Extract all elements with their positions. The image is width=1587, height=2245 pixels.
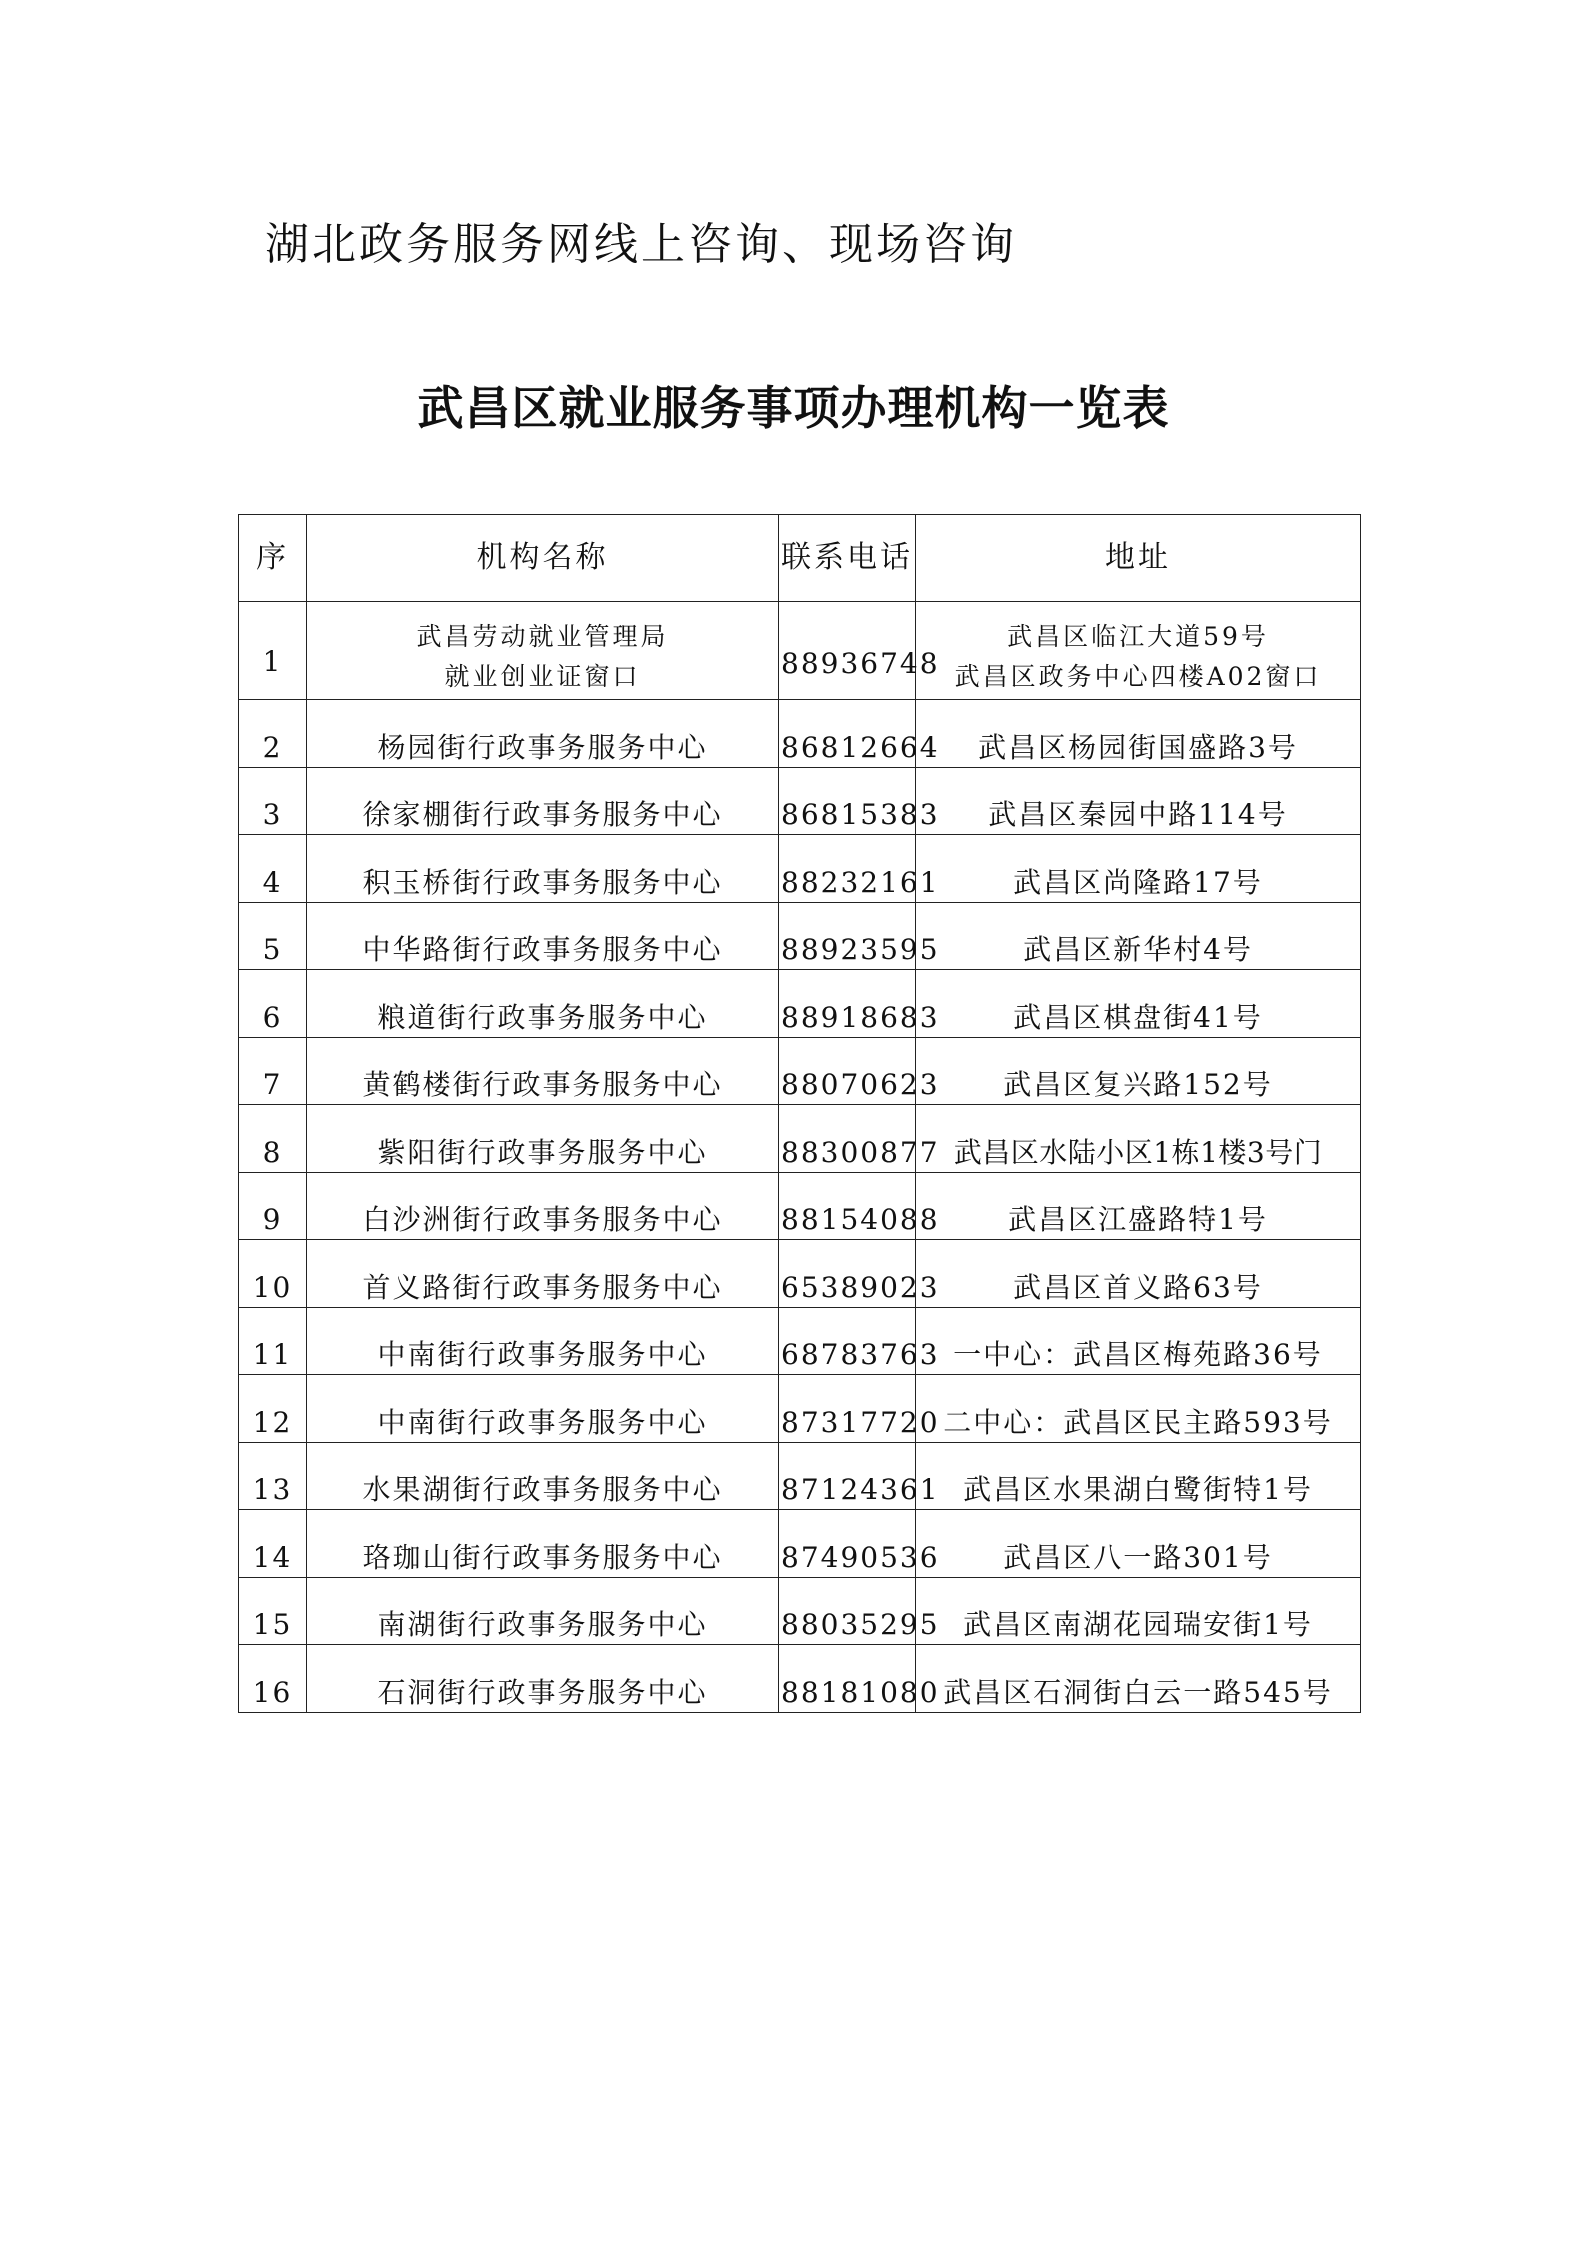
row-phone: 88918683 bbox=[779, 970, 916, 1038]
row-seq: 3 bbox=[239, 767, 307, 835]
row-seq: 15 bbox=[239, 1577, 307, 1645]
row-seq: 16 bbox=[239, 1645, 307, 1713]
row-address bbox=[916, 602, 1361, 700]
row-name: 黄鹤楼街行政事务服务中心 bbox=[307, 1037, 779, 1105]
table-row bbox=[239, 1172, 1361, 1240]
row-seq: 8 bbox=[239, 1105, 307, 1173]
row-name-line: 武昌劳动就业管理局 bbox=[416, 622, 669, 651]
row-seq: 10 bbox=[239, 1240, 307, 1308]
row-seq: 7 bbox=[239, 1037, 307, 1105]
header-phone: 联系电话 bbox=[779, 515, 916, 602]
table-header-row bbox=[239, 515, 1361, 602]
row-address: 武昌区尚隆路17号 bbox=[916, 835, 1361, 903]
row-seq: 14 bbox=[239, 1510, 307, 1578]
table-row bbox=[239, 902, 1361, 970]
row-name: 白沙洲街行政事务服务中心 bbox=[307, 1172, 779, 1240]
table-row bbox=[239, 1510, 1361, 1578]
row-name: 徐家棚街行政事务服务中心 bbox=[307, 767, 779, 835]
row-seq: 13 bbox=[239, 1442, 307, 1510]
row-phone: 88181080 bbox=[779, 1645, 916, 1713]
row-address: 武昌区水果湖白鹭街特1号 bbox=[916, 1442, 1361, 1510]
row-address: 武昌区八一路301号 bbox=[916, 1510, 1361, 1578]
row-address: 武昌区秦园中路114号 bbox=[916, 767, 1361, 835]
row-seq: 9 bbox=[239, 1172, 307, 1240]
row-seq: 2 bbox=[239, 700, 307, 768]
row-name: 中南街行政事务服务中心 bbox=[307, 1307, 779, 1375]
row-phone: 88232161 bbox=[779, 835, 916, 903]
document-title: 武昌区就业服务事项办理机构一览表 bbox=[417, 381, 1170, 435]
row-phone: 88070623 bbox=[779, 1037, 916, 1105]
row-seq: 1 bbox=[239, 602, 307, 700]
header-name: 机构名称 bbox=[307, 515, 779, 602]
row-address: 武昌区新华村4号 bbox=[916, 902, 1361, 970]
table-row bbox=[239, 767, 1361, 835]
row-name: 杨园街行政事务服务中心 bbox=[307, 700, 779, 768]
header-address: 地址 bbox=[916, 515, 1361, 602]
row-phone: 88936748 bbox=[779, 602, 916, 700]
row-name bbox=[307, 602, 779, 700]
row-seq: 12 bbox=[239, 1375, 307, 1443]
table-row bbox=[239, 835, 1361, 903]
row-address: 武昌区复兴路152号 bbox=[916, 1037, 1361, 1105]
row-phone: 87490536 bbox=[779, 1510, 916, 1578]
row-address: 武昌区棋盘街41号 bbox=[916, 970, 1361, 1038]
row-address: 武昌区石洞街白云一路545号 bbox=[916, 1645, 1361, 1713]
table-row bbox=[239, 970, 1361, 1038]
row-phone: 88035295 bbox=[779, 1577, 916, 1645]
row-address: 武昌区南湖花园瑞安街1号 bbox=[916, 1577, 1361, 1645]
table-row bbox=[239, 1307, 1361, 1375]
row-name: 水果湖街行政事务服务中心 bbox=[307, 1442, 779, 1510]
row-name: 粮道街行政事务服务中心 bbox=[307, 970, 779, 1038]
table-row bbox=[239, 1240, 1361, 1308]
row-address: 武昌区首义路63号 bbox=[916, 1240, 1361, 1308]
table-row bbox=[239, 602, 1361, 700]
row-name: 珞珈山街行政事务服务中心 bbox=[307, 1510, 779, 1578]
row-address: 武昌区水陆小区1栋1楼3号门 bbox=[916, 1105, 1361, 1173]
institution-table bbox=[238, 514, 1361, 1713]
row-address: 二中心：武昌区民主路593号 bbox=[916, 1375, 1361, 1443]
row-address-line: 武昌区临江大道59号 bbox=[1007, 622, 1269, 651]
row-phone: 87317720 bbox=[779, 1375, 916, 1443]
row-seq: 6 bbox=[239, 970, 307, 1038]
header-seq: 序 bbox=[239, 515, 307, 602]
row-address: 武昌区杨园街国盛路3号 bbox=[916, 700, 1361, 768]
row-address: 武昌区江盛路特1号 bbox=[916, 1172, 1361, 1240]
row-name: 中南街行政事务服务中心 bbox=[307, 1375, 779, 1443]
row-name-line: 就业创业证窗口 bbox=[444, 662, 641, 691]
row-phone: 65389023 bbox=[779, 1240, 916, 1308]
intro-line: 湖北政务服务网线上咨询、现场咨询 bbox=[265, 219, 1017, 270]
table-row bbox=[239, 1037, 1361, 1105]
row-seq: 11 bbox=[239, 1307, 307, 1375]
row-name: 积玉桥街行政事务服务中心 bbox=[307, 835, 779, 903]
row-phone: 86812664 bbox=[779, 700, 916, 768]
row-name: 石洞街行政事务服务中心 bbox=[307, 1645, 779, 1713]
table-row bbox=[239, 1375, 1361, 1443]
row-phone: 88923595 bbox=[779, 902, 916, 970]
row-phone: 86815383 bbox=[779, 767, 916, 835]
row-phone: 88300877 bbox=[779, 1105, 916, 1173]
table-row bbox=[239, 1442, 1361, 1510]
row-phone: 87124361 bbox=[779, 1442, 916, 1510]
table-row bbox=[239, 1577, 1361, 1645]
row-phone: 68783763 bbox=[779, 1307, 916, 1375]
row-name: 南湖街行政事务服务中心 bbox=[307, 1577, 779, 1645]
table-row bbox=[239, 1645, 1361, 1713]
row-address: 一中心：武昌区梅苑路36号 bbox=[916, 1307, 1361, 1375]
row-address-line: 武昌区政务中心四楼A02窗口 bbox=[954, 662, 1322, 691]
row-seq: 4 bbox=[239, 835, 307, 903]
table-row bbox=[239, 700, 1361, 768]
row-name: 中华路街行政事务服务中心 bbox=[307, 902, 779, 970]
row-name: 紫阳街行政事务服务中心 bbox=[307, 1105, 779, 1173]
table-row bbox=[239, 1105, 1361, 1173]
row-phone: 88154088 bbox=[779, 1172, 916, 1240]
row-seq: 5 bbox=[239, 902, 307, 970]
row-name: 首义路街行政事务服务中心 bbox=[307, 1240, 779, 1308]
